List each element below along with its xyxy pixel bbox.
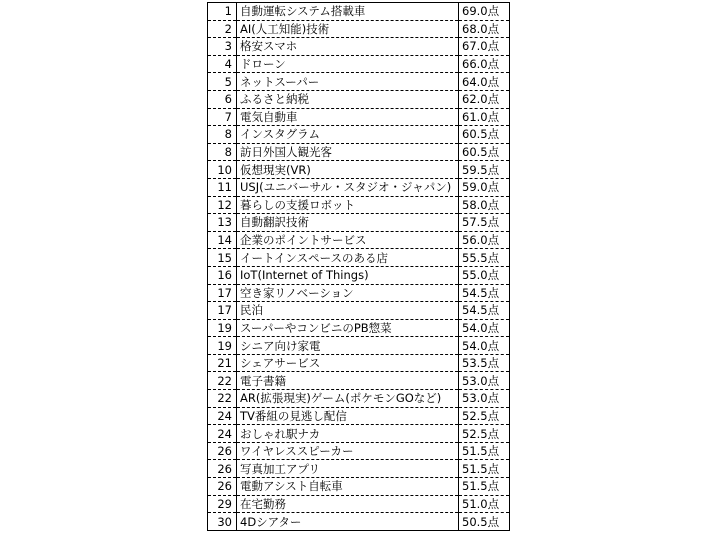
score-cell: 53.5点 bbox=[459, 354, 510, 372]
table-row bbox=[208, 249, 510, 267]
item-name-cell: イートインスペースのある店 bbox=[237, 249, 459, 267]
table-row bbox=[208, 266, 510, 284]
rank-cell: 21 bbox=[208, 354, 237, 372]
item-name-cell: ワイヤレススピーカー bbox=[237, 442, 459, 460]
item-name-cell: TV番組の見逃し配信 bbox=[237, 407, 459, 425]
score-cell: 51.5点 bbox=[459, 460, 510, 478]
table-row bbox=[208, 55, 510, 73]
score-cell: 52.5点 bbox=[459, 425, 510, 443]
table-row bbox=[208, 495, 510, 513]
table-row bbox=[208, 38, 510, 56]
rank-cell: 19 bbox=[208, 337, 237, 355]
rank-cell: 14 bbox=[208, 231, 237, 249]
rank-cell: 16 bbox=[208, 266, 237, 284]
ranking-table bbox=[207, 2, 510, 531]
rank-cell: 26 bbox=[208, 478, 237, 496]
score-cell: 52.5点 bbox=[459, 407, 510, 425]
rank-cell: 8 bbox=[208, 126, 237, 144]
item-name-cell: 訪日外国人観光客 bbox=[237, 143, 459, 161]
score-cell: 58.0点 bbox=[459, 196, 510, 214]
table-row bbox=[208, 161, 510, 179]
rank-cell: 17 bbox=[208, 284, 237, 302]
score-cell: 66.0点 bbox=[459, 55, 510, 73]
rank-cell: 26 bbox=[208, 442, 237, 460]
score-cell: 53.0点 bbox=[459, 390, 510, 408]
score-cell: 55.0点 bbox=[459, 266, 510, 284]
table-row bbox=[208, 337, 510, 355]
score-cell: 54.0点 bbox=[459, 337, 510, 355]
item-name-cell: スーパーやコンビニのPB惣菜 bbox=[237, 319, 459, 337]
table-row bbox=[208, 407, 510, 425]
table-row bbox=[208, 214, 510, 232]
score-cell: 50.5点 bbox=[459, 513, 510, 531]
rank-cell: 19 bbox=[208, 319, 237, 337]
table-row bbox=[208, 442, 510, 460]
rank-cell: 5 bbox=[208, 73, 237, 91]
table-row bbox=[208, 126, 510, 144]
score-cell: 68.0点 bbox=[459, 20, 510, 38]
ranking-rows bbox=[208, 3, 510, 531]
score-cell: 54.5点 bbox=[459, 302, 510, 320]
rank-cell: 29 bbox=[208, 495, 237, 513]
table-row bbox=[208, 178, 510, 196]
item-name-cell: 格安スマホ bbox=[237, 38, 459, 56]
rank-cell: 24 bbox=[208, 407, 237, 425]
table-row bbox=[208, 513, 510, 531]
item-name-cell: 仮想現実(VR) bbox=[237, 161, 459, 179]
rank-cell: 26 bbox=[208, 460, 237, 478]
score-cell: 53.0点 bbox=[459, 372, 510, 390]
score-cell: 51.5点 bbox=[459, 442, 510, 460]
item-name-cell: インスタグラム bbox=[237, 126, 459, 144]
score-cell: 54.5点 bbox=[459, 284, 510, 302]
table-row bbox=[208, 196, 510, 214]
item-name-cell: シニア向け家電 bbox=[237, 337, 459, 355]
score-cell: 62.0点 bbox=[459, 90, 510, 108]
table-row bbox=[208, 372, 510, 390]
item-name-cell: ふるさと納税 bbox=[237, 90, 459, 108]
rank-cell: 17 bbox=[208, 302, 237, 320]
score-cell: 54.0点 bbox=[459, 319, 510, 337]
table-row bbox=[208, 73, 510, 91]
table-row bbox=[208, 302, 510, 320]
score-cell: 51.5点 bbox=[459, 478, 510, 496]
table-row bbox=[208, 319, 510, 337]
item-name-cell: 電気自動車 bbox=[237, 108, 459, 126]
score-cell: 60.5点 bbox=[459, 143, 510, 161]
table-row bbox=[208, 284, 510, 302]
score-cell: 59.5点 bbox=[459, 161, 510, 179]
table-row bbox=[208, 90, 510, 108]
item-name-cell: 電動アシスト自転車 bbox=[237, 478, 459, 496]
item-name-cell: 写真加工アプリ bbox=[237, 460, 459, 478]
item-name-cell: 4Dシアター bbox=[237, 513, 459, 531]
table-row bbox=[208, 460, 510, 478]
table-row bbox=[208, 390, 510, 408]
table-row bbox=[208, 354, 510, 372]
item-name-cell: USJ(ユニバーサル・スタジオ・ジャパン) bbox=[237, 178, 459, 196]
item-name-cell: 在宅勤務 bbox=[237, 495, 459, 513]
rank-cell: 13 bbox=[208, 214, 237, 232]
rank-cell: 4 bbox=[208, 55, 237, 73]
score-cell: 59.0点 bbox=[459, 178, 510, 196]
rank-cell: 24 bbox=[208, 425, 237, 443]
rank-cell: 30 bbox=[208, 513, 237, 531]
item-name-cell: 空き家リノベーション bbox=[237, 284, 459, 302]
item-name-cell: IoT(Internet of Things) bbox=[237, 266, 459, 284]
item-name-cell: AR(拡張現実)ゲーム(ポケモンGOなど) bbox=[237, 390, 459, 408]
score-cell: 69.0点 bbox=[459, 3, 510, 21]
item-name-cell: ネットスーパー bbox=[237, 73, 459, 91]
item-name-cell: 自動翻訳技術 bbox=[237, 214, 459, 232]
rank-cell: 12 bbox=[208, 196, 237, 214]
item-name-cell: 電子書籍 bbox=[237, 372, 459, 390]
rank-cell: 3 bbox=[208, 38, 237, 56]
table-row bbox=[208, 143, 510, 161]
table-row bbox=[208, 3, 510, 21]
item-name-cell: 民泊 bbox=[237, 302, 459, 320]
rank-cell: 11 bbox=[208, 178, 237, 196]
score-cell: 57.5点 bbox=[459, 214, 510, 232]
score-cell: 61.0点 bbox=[459, 108, 510, 126]
rank-cell: 6 bbox=[208, 90, 237, 108]
rank-cell: 10 bbox=[208, 161, 237, 179]
score-cell: 55.5点 bbox=[459, 249, 510, 267]
table-row bbox=[208, 231, 510, 249]
item-name-cell: ドローン bbox=[237, 55, 459, 73]
table-row bbox=[208, 425, 510, 443]
score-cell: 64.0点 bbox=[459, 73, 510, 91]
score-cell: 67.0点 bbox=[459, 38, 510, 56]
score-cell: 56.0点 bbox=[459, 231, 510, 249]
item-name-cell: AI(人工知能)技術 bbox=[237, 20, 459, 38]
rank-cell: 7 bbox=[208, 108, 237, 126]
rank-cell: 22 bbox=[208, 372, 237, 390]
item-name-cell: 企業のポイントサービス bbox=[237, 231, 459, 249]
table-row bbox=[208, 108, 510, 126]
table-row bbox=[208, 20, 510, 38]
item-name-cell: 暮らしの支援ロボット bbox=[237, 196, 459, 214]
rank-cell: 22 bbox=[208, 390, 237, 408]
rank-cell: 1 bbox=[208, 3, 237, 21]
rank-cell: 8 bbox=[208, 143, 237, 161]
score-cell: 51.0点 bbox=[459, 495, 510, 513]
rank-cell: 15 bbox=[208, 249, 237, 267]
item-name-cell: おしゃれ駅ナカ bbox=[237, 425, 459, 443]
table-row bbox=[208, 478, 510, 496]
item-name-cell: 自動運転システム搭載車 bbox=[237, 3, 459, 21]
score-cell: 60.5点 bbox=[459, 126, 510, 144]
item-name-cell: シェアサービス bbox=[237, 354, 459, 372]
rank-cell: 2 bbox=[208, 20, 237, 38]
